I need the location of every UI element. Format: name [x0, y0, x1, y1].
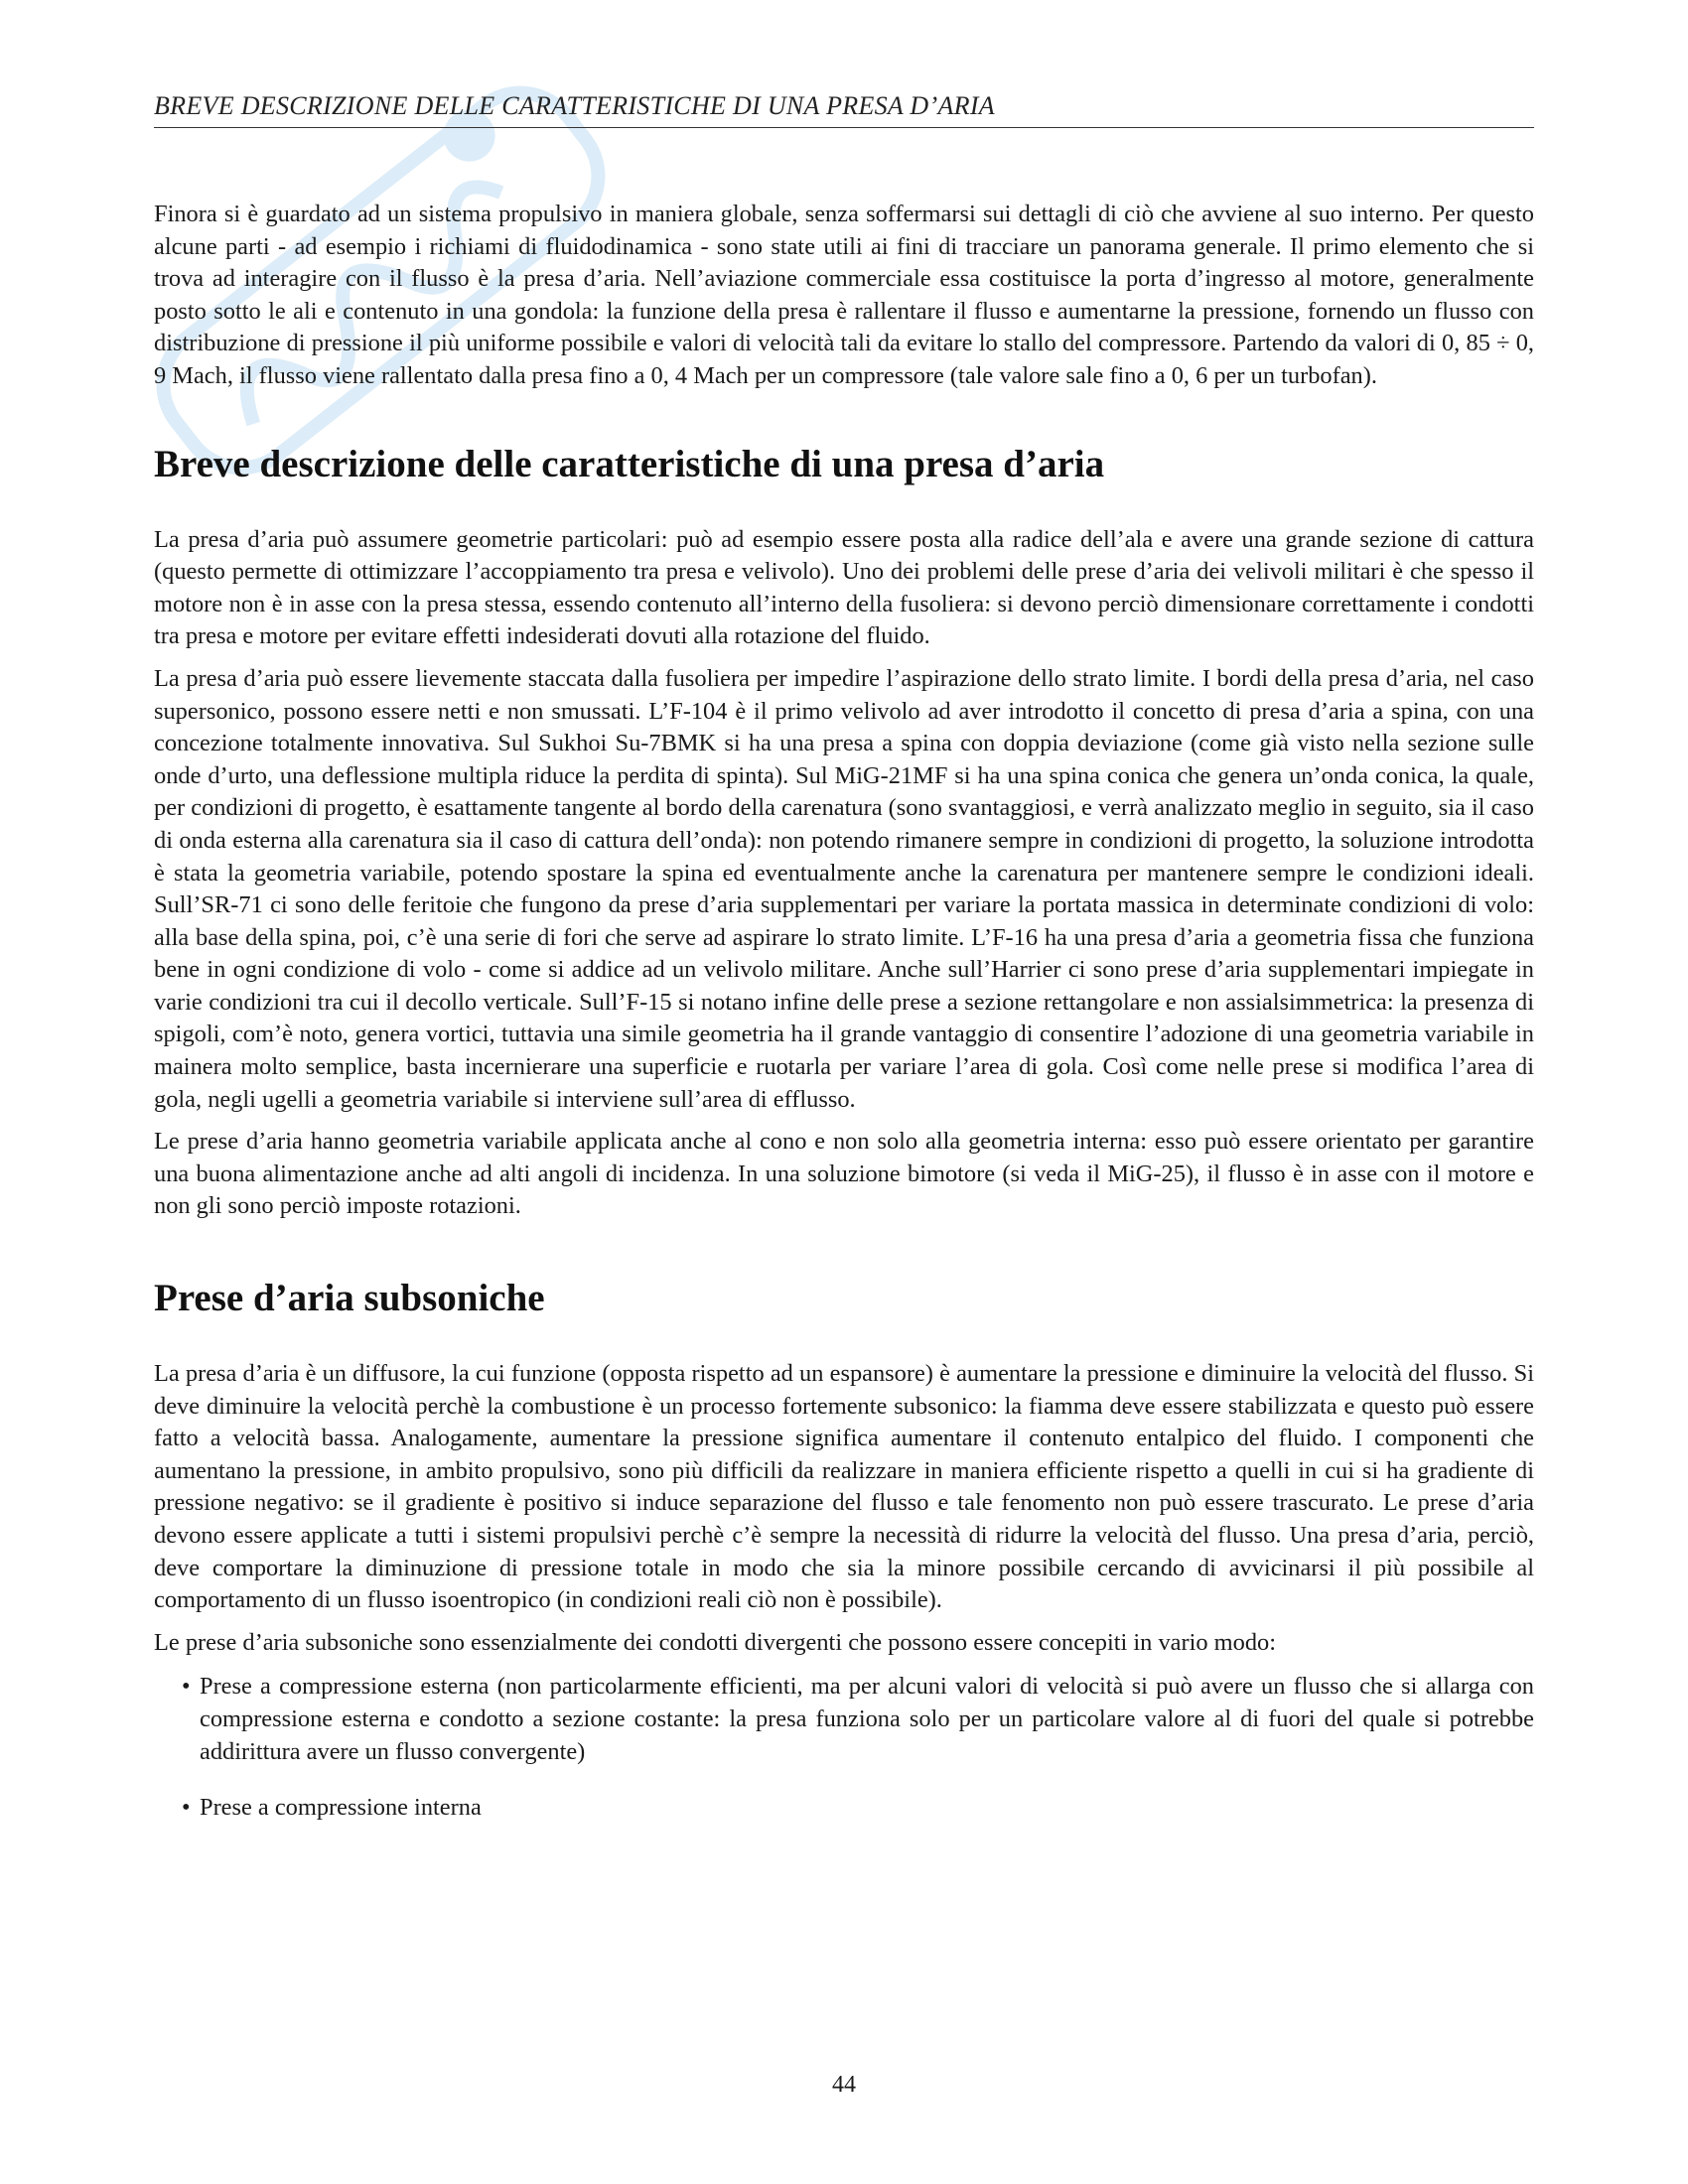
- list-item-text: Prese a compressione esterna (non particolarmente efficienti, ma per alcuni valori di velocità si può avere un flusso che si allarga con compressione esterna e condotto a sezione costante: la presa funziona solo per un particolare valore al di fuori del quale si potrebbe addirittura avere un flusso convergente): [200, 1673, 1534, 1765]
- list-item: [154, 1671, 1534, 1768]
- page-content: [154, 199, 1534, 1848]
- page-number: 44: [832, 2072, 856, 2098]
- paragraph: La presa d’aria è un diffusore, la cui funzione (opposta rispetto ad un espansore) è aumentare la pressione e diminuire la velocità del flusso. Si deve diminuire la velocità perchè la combustione è un processo fortemente subsonico: la fiamma deve essere stabilizzata e questo può essere fatto a velocità bassa. Analogamente, aumentare la pressione significa aumentare il contenuto entalpico del fluido. I componenti che aumentano la pressione, in ambito propulsivo, sono più difficili da realizzare in maniera efficiente rispetto a quelli in cui si ha gradiente di pressione negativo: se il gradiente è positivo si induce separazione del flusso e tale fenomento non può essere trascurato. Le prese d’aria devono essere applicate a tutti i sistemi propulsivi perchè c’è sempre la necessità di ridurre la velocità del flusso. Una presa d’aria, perciò, deve comportare la diminuzione di pressione totale in modo che sia la minore possibile cercando di avvicinarsi il più possibile al comportamento di un flusso isoentropico (in condizioni reali ciò non è possibile).: [154, 1360, 1534, 1614]
- paragraph: La presa d’aria può assumere geometrie particolari: può ad esempio essere posta alla radice dell’ala e avere una grande sezione di cattura (questo permette di ottimizzare l’accoppiamento tra presa e velivolo). Uno dei problemi delle prese d’aria dei velivoli militari è che spesso il motore non è in asse con la presa stessa, essendo contenuto all’interno della fusoliera: si devono perciò dimensionare correttamente i condotti tra presa e motore per evitare effetti indesiderati dovuti alla rotazione del fluido.: [154, 525, 1534, 650]
- bullet-icon: •: [182, 1794, 191, 1822]
- bullet-icon: •: [182, 1673, 191, 1701]
- intro-paragraph: Finora si è guardato ad un sistema propulsivo in maniera globale, senza soffermarsi sui dettagli di ciò che avviene al suo interno. Per questo alcune parti - ad esempio i richiami di fluidodinamica - sono state utili ai fini di tracciare un panorama generale. Il primo elemento che si trova ad interagire con il flusso è la presa d’aria. Nell’aviazione commerciale essa costituisce la porta d’ingresso al motore, generalmente posto sotto le ali e contenuto in una gondola: la funzione della presa è rallentare il flusso e aumentarne la pressione, fornendo un flusso con distribuzione di pressione il più uniforme possibile e valori di velocità tali da evitare lo stallo del compressore. Partendo da valori di 0, 85 ÷ 0, 9 Mach, il flusso viene rallentato dalla presa fino a 0, 4 Mach per un compressore (tale valore sale fino a 0, 6 per un turbofan).: [154, 201, 1534, 389]
- paragraph: La presa d’aria può essere lievemente staccata dalla fusoliera per impedire l’aspirazione dello strato limite. I bordi della presa d’aria, nel caso supersonico, possono essere netti e non smussati. L’F-104 è il primo velivolo ad aver introdotto il concetto di presa d’aria a spina, con una concezione totalmente innovativa. Sul Sukhoi Su-7BMK si ha una presa a spina con doppia deviazione (come già visto nella sezione sulle onde d’urto, una deflessione multipla riduce la perdita di spinta). Sul MiG-21MF si ha una spina conica che genera un’onda conica, la quale, per condizioni di progetto, è esattamente tangente al bordo della carenatura (sono svantaggiosi, e verrà analizzato meglio in seguito, sia il caso di onda esterna alla carenatura sia il caso di cattura dell’onda): non potendo rimanere sempre in condizioni di progetto, la soluzione introdotta è stata la geometria variabile, potendo spostare la spina ed eventualmente anche la carenatura per mantenere sempre le condizioni ideali. Sull’SR-71 ci sono delle feritoie che fungono da prese d’aria supplementari per variare la portata massica in determinate condizioni di volo: alla base della spina, poi, c’è una serie di fori che serve ad aspirare lo strato limite. L’F-16 ha una presa d’aria a geometria fissa che funziona bene in ogni condizione di volo - come si addice ad un velivolo militare. Anche sull’Harrier ci sono prese d’aria supplementari impiegate in varie condizioni tra cui il decollo verticale. Sull’F-15 si notano infine delle prese a sezione rettangolare e non assialsimmetrica: la presenza di spigoli, com’è noto, genera vortici, tuttavia una simile geometria ha il grande vantaggio di consentire l’adozione di una geometria variabile in mainera molto semplice, basta incernierare una superficie e ruotarla per variare l’area di gola. Così come nelle prese si modifica l’area di gola, negli ugelli a geometria variabile si interviene sull’area di efflusso.: [154, 664, 1534, 1113]
- bullet-list: [154, 1671, 1534, 1824]
- section-heading-presa-aria: Breve descrizione delle caratteristiche di una presa d’aria: [154, 442, 1105, 485]
- paragraph: Le prese d’aria subsoniche sono essenzialmente dei condotti divergenti che possono essere concepiti in vario modo:: [154, 1628, 1276, 1656]
- paragraph: Le prese d’aria hanno geometria variabile applicata anche al cono e non solo alla geometria interna: esso può essere orientato per garantire una buona alimentazione anche ad alti angoli di incidenza. In una soluzione bimotore (si veda il MiG-25), il flusso è in asse con il motore e non gli sono perciò imposte rotazioni.: [154, 1128, 1534, 1220]
- running-header: BREVE DESCRIZIONE DELLE CARATTERISTICHE DI UNA PRESA D’ARIA: [154, 91, 1534, 128]
- list-item-text: Prese a compressione interna: [200, 1794, 482, 1822]
- list-item: [154, 1792, 1534, 1825]
- section-heading-prese-subsoniche: Prese d’aria subsoniche: [154, 1277, 545, 1320]
